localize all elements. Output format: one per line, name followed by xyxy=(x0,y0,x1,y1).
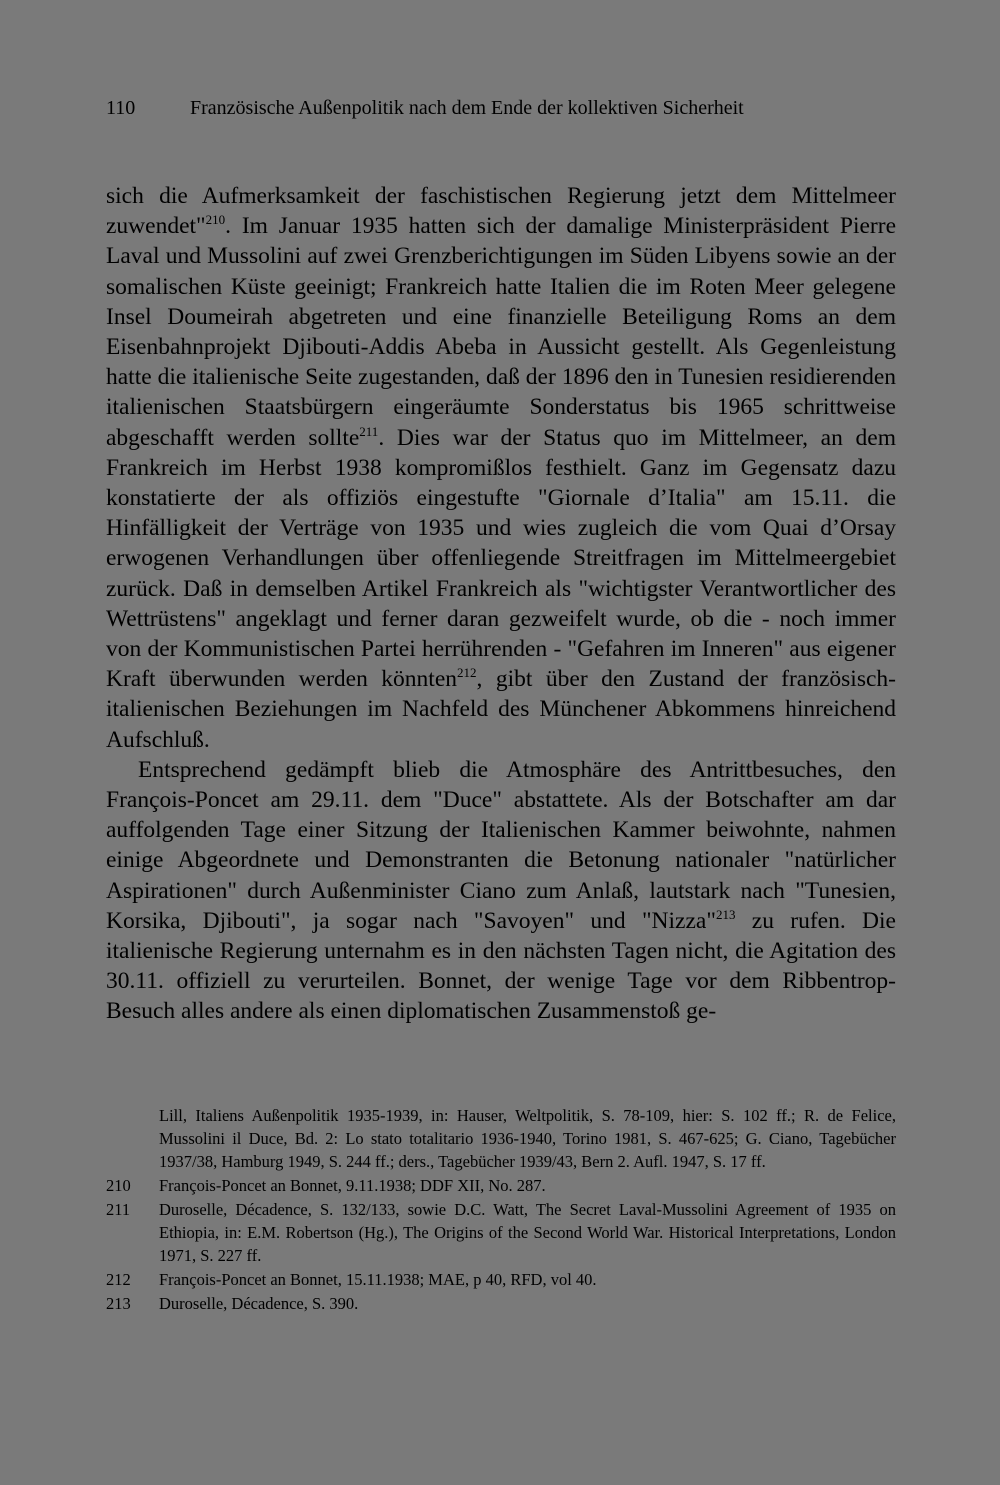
footnote-text: Duroselle, Décadence, S. 390. xyxy=(159,1294,359,1313)
footnote-text: Lill, Italiens Außenpolitik 1935-1939, in: Hauser, Weltpolitik, S. 78-109, hier: S. 102 ff.; R. de Felice, Mussolini il Duce, Bd. 2: Lo stato totalitario 1936-1940, Torino 1981, S. 467-625; G. Ciano, Tagebücher 1937/38, Hamburg 1949, S. 244 ff.; ders., Tagebücher 1939/43, Bern 2. Aufl. 1947, S. 17 ff. xyxy=(159,1106,896,1171)
footnote-211 xyxy=(106,1198,896,1267)
paragraph-1 xyxy=(106,181,896,755)
footnote-number: 211 xyxy=(106,1200,131,1219)
page-number: 110 xyxy=(106,97,136,119)
footnote-210 xyxy=(106,1174,896,1197)
footnote-213 xyxy=(106,1292,896,1315)
paragraph-2-text-a: Entsprechend gedämpft blieb die Atmosphäre des Antrittbesuches, den François-Poncet am 29.11. dem "Duce" abstattete. Als der Botschafter am dar auffolgenden Tage einer Sitzung der Italienischen Kammer beiwohnte, nahmen einige Abgeordnete und Demonstranten die Betonung nationaler "natürlicher Aspirationen" durch Außenminister Ciano zum Anlaß, lautstark nach "Tunesien, Korsika, Djibouti", ja sogar nach "Savoyen" und "Nizza" xyxy=(106,756,896,934)
footnote-continued xyxy=(106,1104,896,1173)
footnote-number: 212 xyxy=(106,1270,131,1289)
main-text xyxy=(106,181,896,1027)
footnote-212 xyxy=(106,1268,896,1291)
running-title: Französische Außenpolitik nach dem Ende der kollektiven Sicherheit xyxy=(190,97,744,119)
footnote-ref-213: 213 xyxy=(715,906,736,922)
footnotes xyxy=(106,1104,896,1316)
footnote-text: François-Poncet an Bonnet, 9.11.1938; DDF XII, No. 287. xyxy=(159,1176,546,1195)
paragraph-1-text-c: . Dies war der Status quo im Mittelmeer, an dem Frankreich im Herbst 1938 kompromißlos festhielt. Ganz im Gegensatz dazu konstatierte der als offiziös eingestufte "Giornale d’Italia" am 15.11. die Hinfälligkeit der Verträge von 1935 und wies zugleich die vom Quai d’Orsay erwogenen Verhandlungen über offenliegende Streitfragen im Mittelmeergebiet zurück. Daß in demselben Artikel Frankreich als "wichtigster Verantwortlicher des Wettrüstens" angeklagt und ferner daran gezweifelt wurde, ob die - noch immer von der Kommunistischen Partei herrührenden - "Gefahren im Inneren" aus eigener Kraft überwunden werden könnten xyxy=(106,424,896,693)
footnote-ref-211: 211 xyxy=(359,423,379,439)
paragraph-1-text-d: , gibt über den Zustand der französisch-italienischen Beziehungen im Nachfeld des Münchener Abkommens hinreichend Aufschluß. xyxy=(106,666,896,753)
footnote-ref-212: 212 xyxy=(457,665,477,681)
footnote-ref-210: 210 xyxy=(205,212,226,228)
paragraph-2 xyxy=(106,755,896,1027)
paragraph-1-text-b: . Im Januar 1935 hatten sich der damalige Ministerpräsident Pierre Laval und Mussolini auf zwei Grenzberichtigungen im Süden Libyens sowie an der somalischen Küste geeinigt; Frankreich hatte Italien die im Roten Meer gelegene Insel Doumeirah abgetreten und eine finanzielle Beteiligung Roms an dem Eisenbahnprojekt Djibouti-Addis Abeba in Aussicht gestellt. Als Gegenleistung hatte die italienische Seite zugestanden, daß der 1896 den in Tunesien residierenden italienischen Staatsbürgern eingeräumte Sonderstatus bis 1965 schrittweise abgeschafft werden sollte xyxy=(106,213,896,451)
paragraph-1-text-a: sich die Aufmerksamkeit der faschistischen Regierung jetzt dem Mittelmeer zuwendet" xyxy=(106,183,896,240)
paragraph-2-text-b: zu rufen. Die italienische Regierung unternahm es in den nächsten Tagen nicht, die Agitation des 30.11. offiziell zu verurteilen. Bonnet, der wenige Tage vor dem Ribbentrop-Besuch alles andere als einen diplomatischen Zusammenstoß ge- xyxy=(106,907,896,1025)
running-header xyxy=(106,96,896,120)
footnote-number: 213 xyxy=(106,1294,131,1313)
footnote-text: François-Poncet an Bonnet, 15.11.1938; MAE, p 40, RFD, vol 40. xyxy=(159,1270,597,1289)
footnote-text: Duroselle, Décadence, S. 132/133, sowie D.C. Watt, The Secret Laval-Mussolini Agreement of 1935 on Ethiopia, in: E.M. Robertson (Hg.), The Origins of the Second World War. Historical Interpretations, London 1971, S. 227 ff. xyxy=(159,1200,896,1265)
footnote-number: 210 xyxy=(106,1176,131,1195)
